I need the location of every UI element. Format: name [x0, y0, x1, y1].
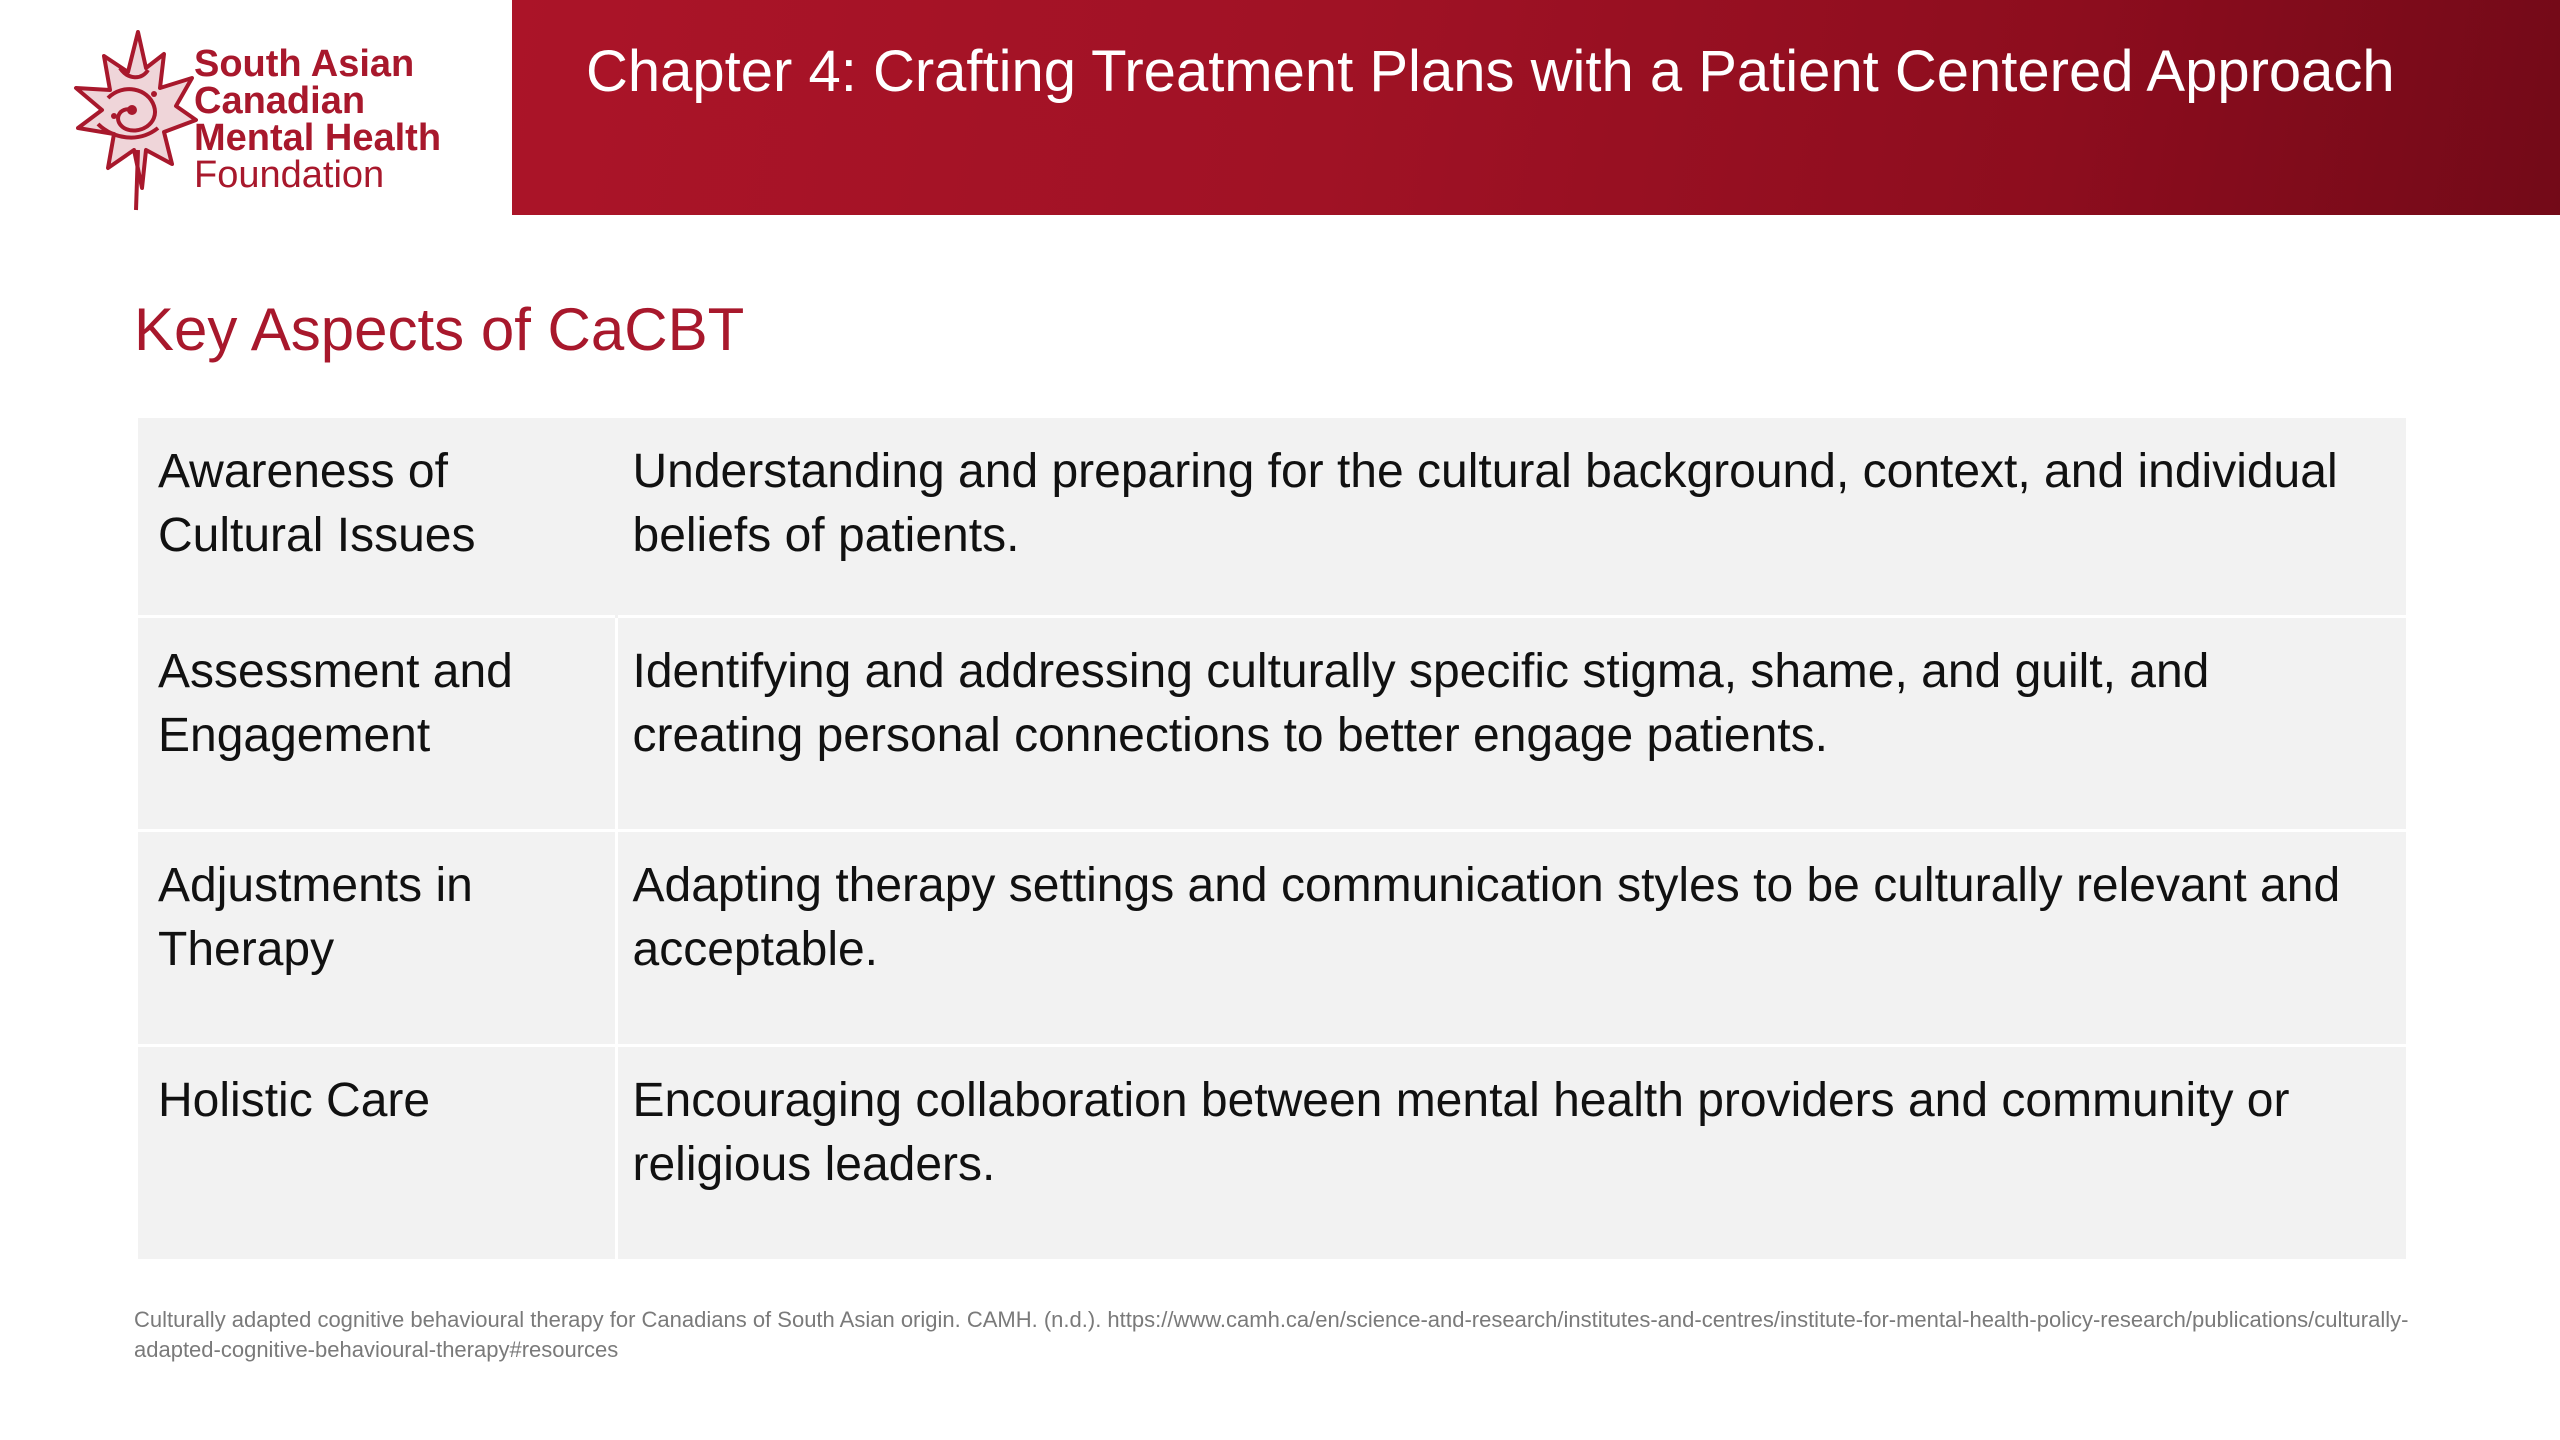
- logo-wordmark: [194, 43, 442, 196]
- chapter-title: Chapter 4: Crafting Treatment Plans with a Patient Centered Approach: [586, 39, 2395, 104]
- aspect-description: Identifying and addressing culturally specific stigma, shame, and guilt, and creating personal connections to better engage patients.: [616, 616, 2406, 830]
- aspect-label: Holistic Care: [138, 1045, 616, 1259]
- logo-line-4: Foundation: [194, 154, 385, 196]
- aspect-description: Encouraging collaboration between mental health providers and community or religious leaders.: [616, 1045, 2406, 1259]
- aspect-description: Understanding and preparing for the cultural background, context, and individual beliefs of patients.: [616, 418, 2406, 616]
- citation-text: Culturally adapted cognitive behavioural therapy for Canadians of South Asian origin. CAMH. (n.d.). https://www.camh.ca/en/science-and-research/institutes-and-centres/institute-for-mental-health-policy-research/publications/culturally-adapted-cognitive-behavioural-therapy#resources: [134, 1307, 2409, 1362]
- logo-line-3: Mental Health: [194, 117, 442, 159]
- aspect-description: Adapting therapy settings and communication styles to be culturally relevant and acceptable.: [616, 830, 2406, 1045]
- foundation-logo: [68, 28, 488, 218]
- table-row: [138, 1045, 2406, 1259]
- aspect-label: Awareness of Cultural Issues: [138, 418, 616, 616]
- section-title: Key Aspects of CaCBT: [134, 296, 745, 363]
- logo-line-2: Canadian: [194, 80, 366, 122]
- logo-line-1: South Asian: [194, 43, 415, 85]
- aspects-table: [138, 418, 2406, 1259]
- aspect-label: Assessment and Engagement: [138, 616, 616, 830]
- table-row: [138, 830, 2406, 1045]
- table-row: [138, 616, 2406, 830]
- aspect-label: Adjustments in Therapy: [138, 830, 616, 1045]
- table-row: [138, 418, 2406, 616]
- maple-leaf-icon: [68, 28, 198, 213]
